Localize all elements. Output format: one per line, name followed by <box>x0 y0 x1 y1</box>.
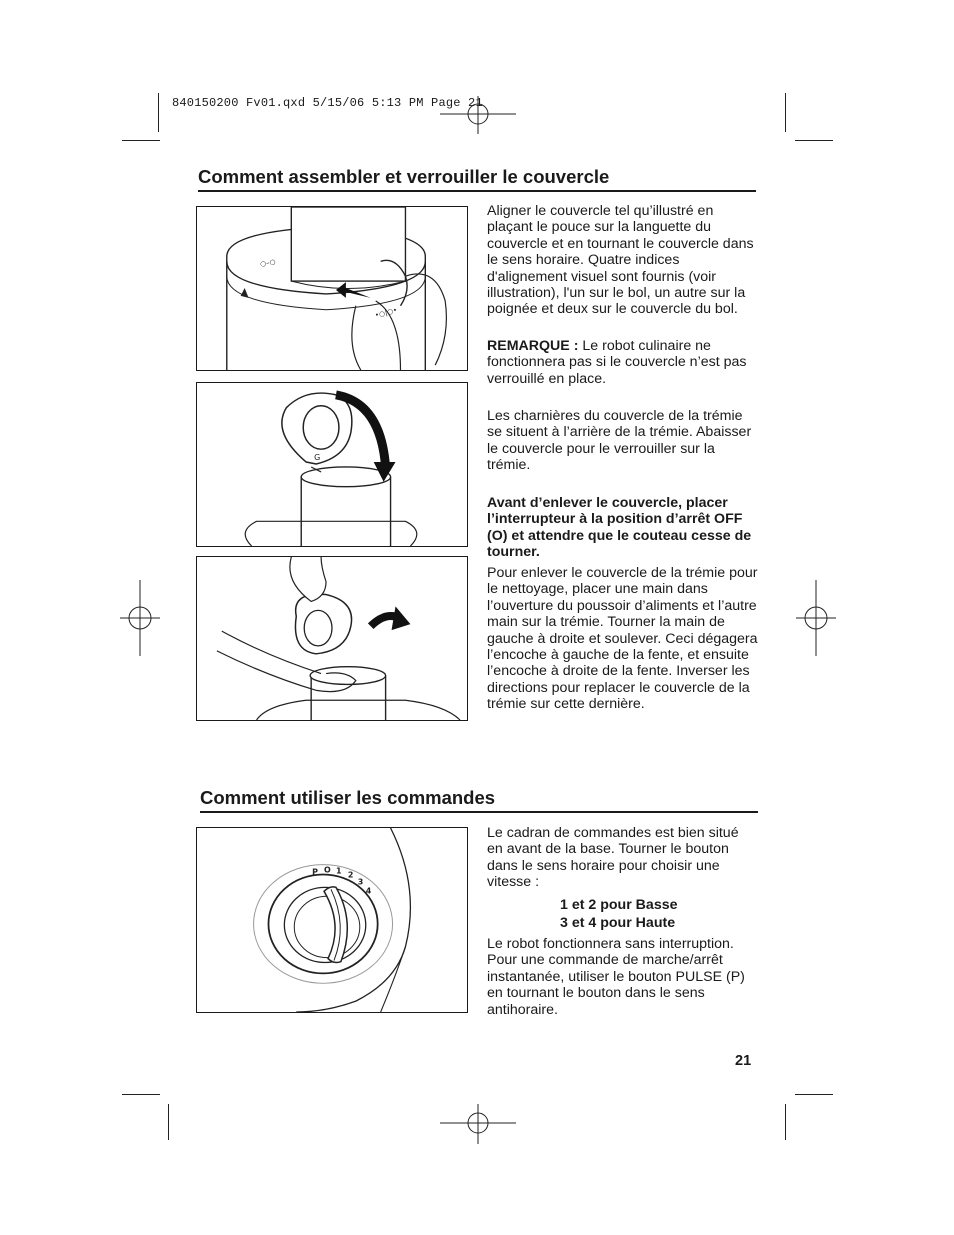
dial-label-1: 1 <box>335 866 342 876</box>
registration-mark-top <box>440 96 516 136</box>
page-number: 21 <box>735 1053 752 1069</box>
paragraph-hopper-hinges: Les charnières du couvercle de la trémie se situent à l’arrière de la trémie. Abaisser le couvercle pour le verrouiller sur la trémie. <box>487 408 752 474</box>
speed-low-label: 1 et 2 pour Basse <box>560 897 678 913</box>
section-title-controls: Comment utiliser les commandes <box>200 787 496 808</box>
svg-text:G: G <box>314 453 321 463</box>
paragraph-note <box>487 338 755 387</box>
registration-mark-right <box>796 580 836 656</box>
svg-text:○–○: ○–○ <box>259 257 277 269</box>
dial-label-3: 3 <box>357 877 364 887</box>
figure-align-lid <box>196 206 468 371</box>
section-rule <box>200 811 758 813</box>
note-text: Le robot culinaire ne fonctionnera pas si le couvercle n’est pas verrouillé en place. <box>487 338 747 387</box>
figure-lower-hopper-lid <box>196 382 468 547</box>
paragraph-align-lid: Aligner le couvercle tel qu’illustré en plaçant le pouce sur la languette du couvercle et en tournant le couvercle dans le sens horaire. Quatre indices d'alignement visuel sont fournis (voir illustration), l'un sur le bol, un autre sur la poignée et deux sur le couvercle du bol. <box>487 203 754 318</box>
speed-high-label: 3 et 4 pour Haute <box>560 915 676 931</box>
note-label: REMARQUE : <box>487 338 579 354</box>
dial-label-o: O <box>324 865 331 875</box>
dial-label-p: P <box>312 867 318 877</box>
dial-label-4: 4 <box>365 886 372 896</box>
section-title-assemble-lid: Comment assembler et verrouiller le couvercle <box>198 166 610 187</box>
section-rule <box>198 190 756 192</box>
registration-mark-left <box>120 580 160 656</box>
svg-text:•○|○•: •○|○• <box>374 306 399 320</box>
paragraph-pulse: Le robot fonctionnera sans interruption. Pour une commande de marche/arrêt instantanée, utiliser le bouton PULSE (P) en tournant le bouton dans le sens antihoraire. <box>487 936 745 1018</box>
print-slug: 840150200 Fv01.qxd 5/15/06 5:13 PM Page 21 <box>172 96 483 110</box>
figure-remove-hopper-lid <box>196 556 468 721</box>
paragraph-control-dial: Le cadran de commandes est bien situé en avant de la base. Tourner le bouton dans le sens horaire pour choisir une vitesse : <box>487 825 739 891</box>
figure-control-dial <box>196 827 468 1013</box>
paragraph-remove-lid: Pour enlever le couvercle de la trémie pour le nettoyage, placer une main dans l’ouverture du poussoir d’aliments et l’autre main sur la trémie. Tourner la main de gauche à droite et soulever. Ceci dégagera l’encoche à gauche de la fente, et ensuite l’encoche à droite de la fente. Inverser les directions pour replacer le couvercle de la trémie sur cette dernière. <box>487 565 758 713</box>
paragraph-warning: Avant d’enlever le couvercle, placer l’interrupteur à la position d’arrêt OFF (O) et attendre que le couteau cesse de tourner. <box>487 495 752 561</box>
registration-mark-bottom <box>440 1104 516 1144</box>
dial-label-2: 2 <box>347 870 354 880</box>
